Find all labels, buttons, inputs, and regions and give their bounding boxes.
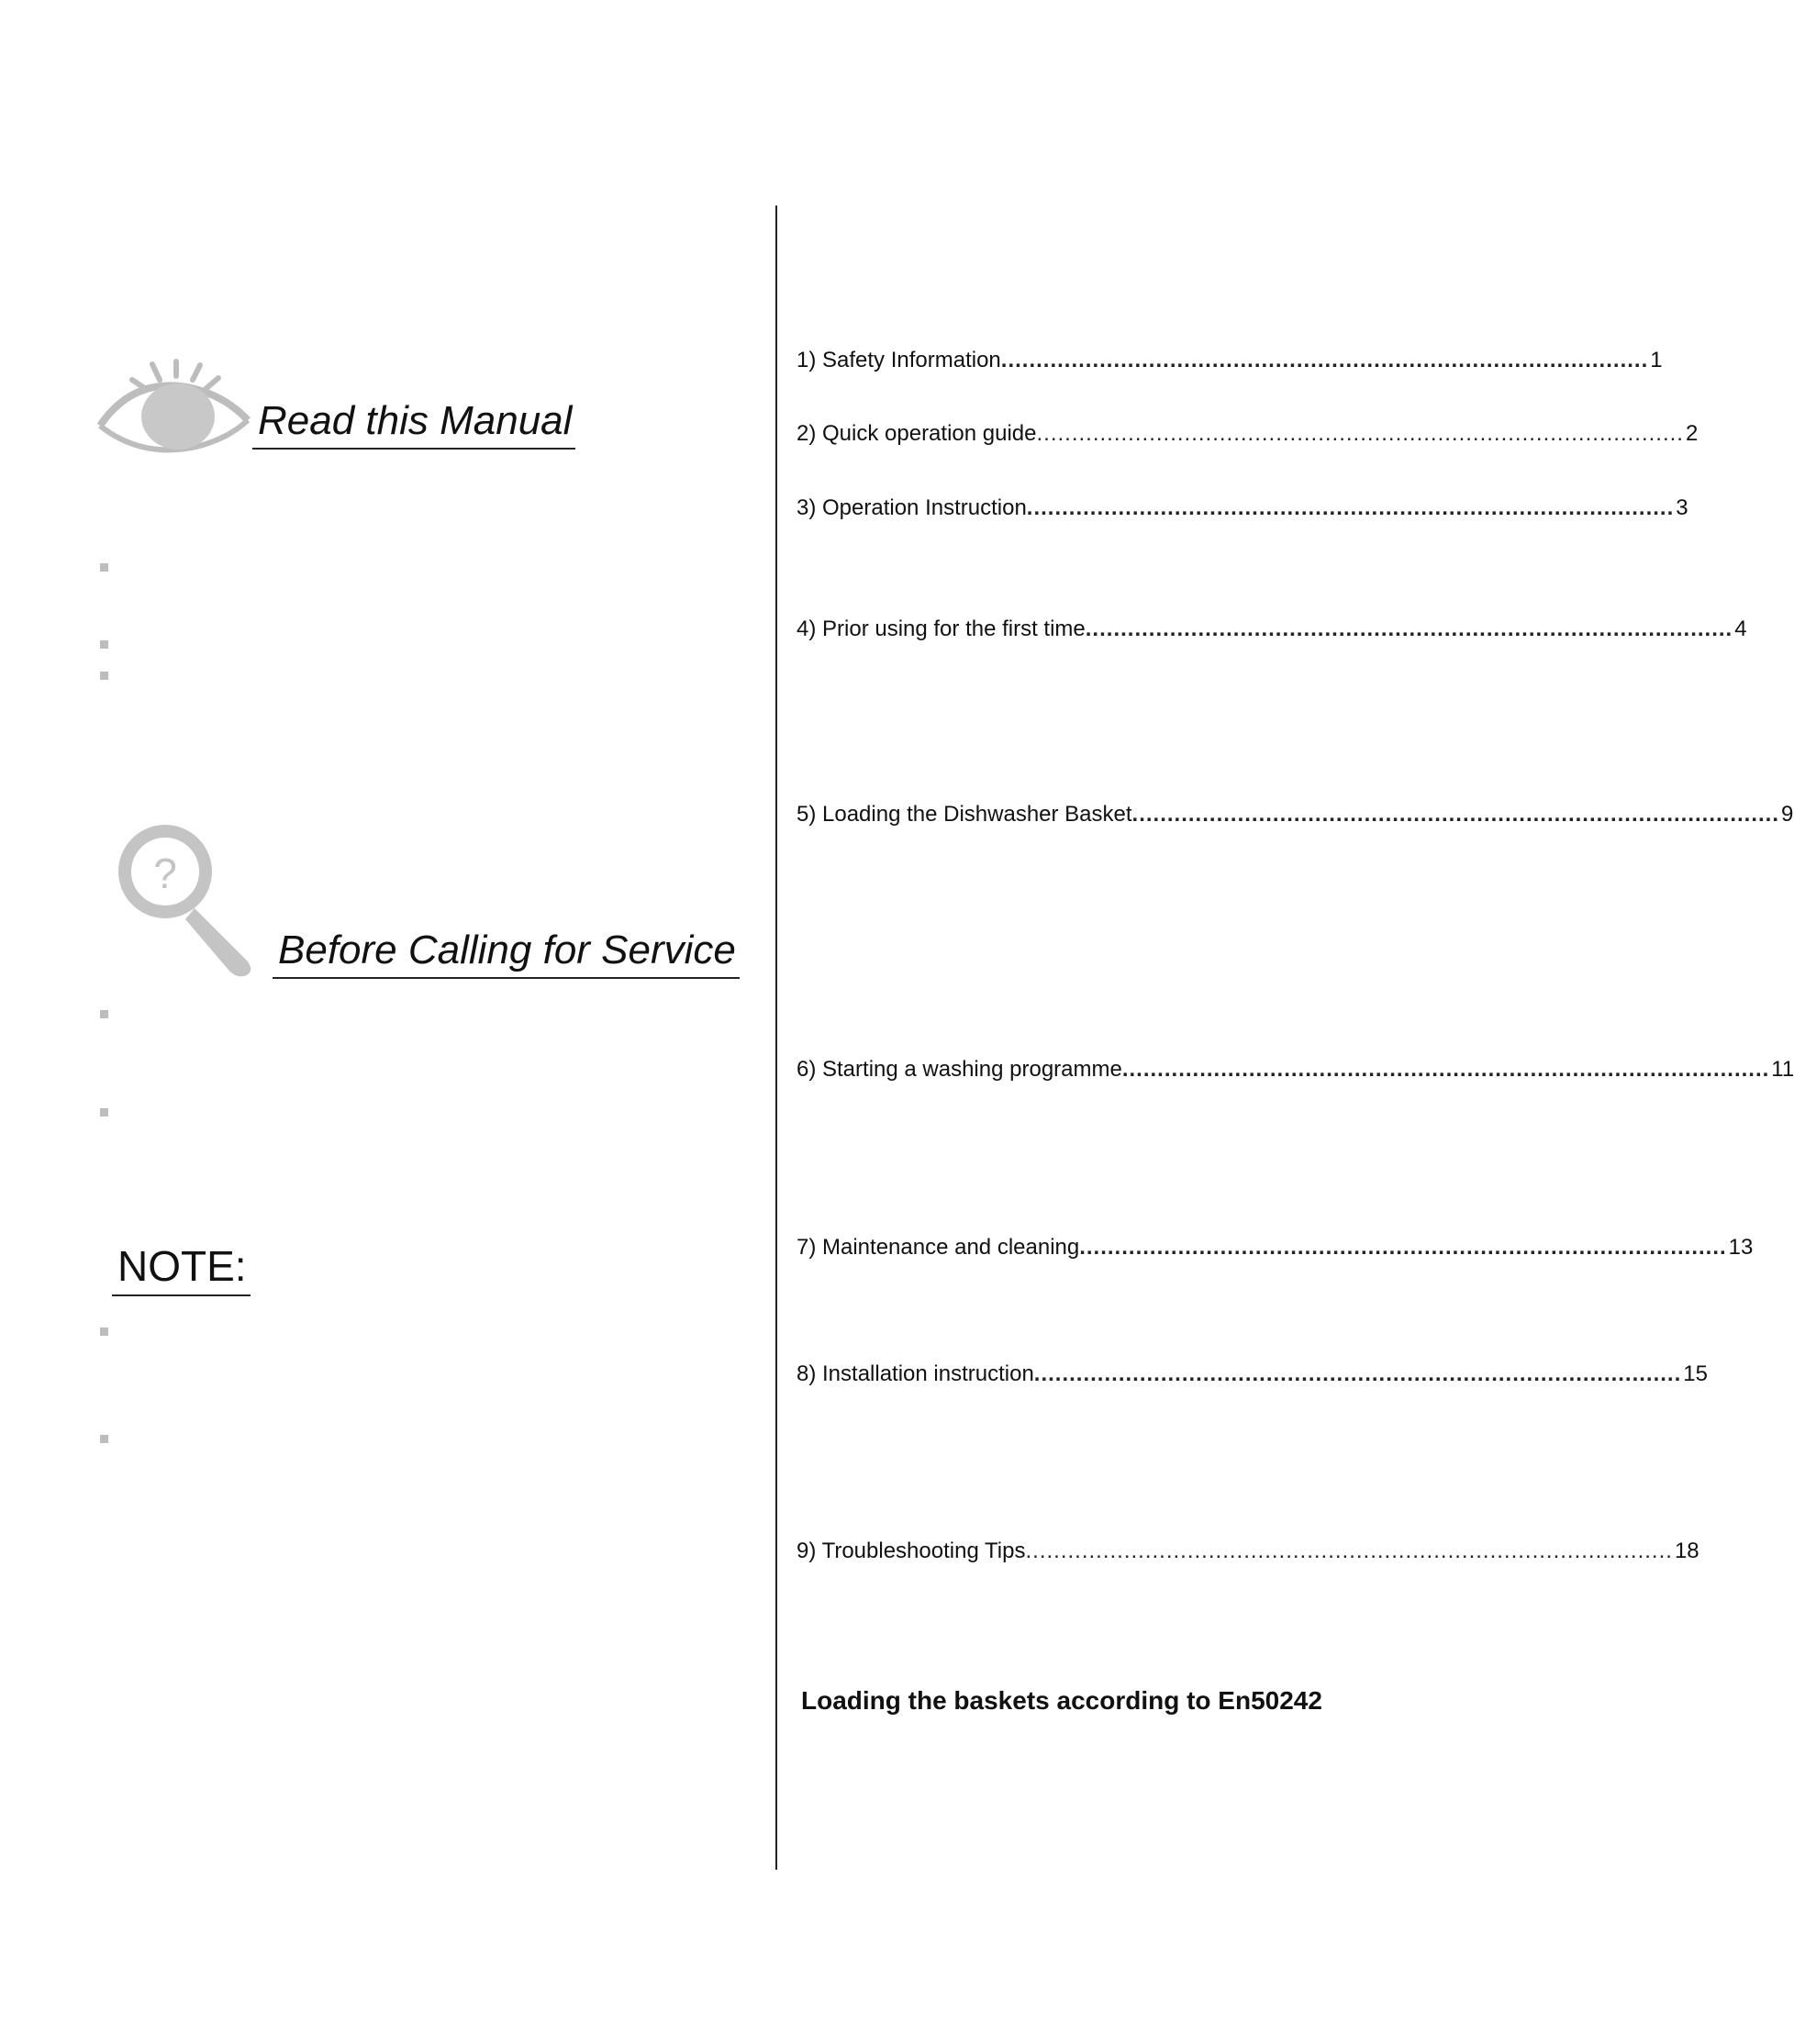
toc-label: 2) Quick operation guide <box>797 421 1037 446</box>
toc-label: 3) Operation Instruction <box>797 495 1027 520</box>
bullet-marker <box>100 1108 108 1116</box>
toc-leader: ............................................................................................ <box>1036 421 1684 446</box>
toc-label: 1) Safety Information <box>797 348 1001 372</box>
toc-leader: ............................................................................................ <box>1085 617 1733 641</box>
magnifier-question-icon <box>117 824 264 980</box>
service-heading <box>278 928 736 973</box>
toc-leader: ............................................................................................ <box>1033 1361 1682 1386</box>
note-heading <box>117 1241 247 1291</box>
note-heading-text: NOTE: <box>117 1242 247 1290</box>
toc-item-quick-guide[interactable] <box>797 421 1699 452</box>
bullet-marker <box>100 1435 108 1443</box>
bullet-marker <box>100 563 108 572</box>
toc-page: 11 <box>1771 1057 1794 1082</box>
toc-label: 6) Starting a washing programme <box>797 1057 1122 1082</box>
toc-label: 5) Loading the Dishwasher Basket <box>797 802 1132 827</box>
toc-page: 4 <box>1734 617 1747 641</box>
service-heading-text: Before Calling for Service <box>278 928 736 972</box>
toc-leader: ............................................................................................ <box>1025 1539 1673 1563</box>
bullet-marker <box>100 640 108 649</box>
heading-underline <box>252 448 575 450</box>
toc-leader: ............................................................................................ <box>1131 802 1779 827</box>
toc-item-operation[interactable] <box>797 495 1688 527</box>
toc-item-installation[interactable] <box>797 1361 1708 1393</box>
toc-item-loading-basket[interactable] <box>797 802 1794 833</box>
read-manual-heading <box>258 398 572 444</box>
toc-page: 15 <box>1683 1361 1708 1386</box>
toc-label: 7) Maintenance and cleaning <box>797 1235 1080 1260</box>
read-manual-heading-text: Read this Manual <box>258 398 573 443</box>
toc-item-first-use[interactable] <box>797 617 1747 648</box>
toc-page: 1 <box>1650 348 1663 372</box>
toc-page: 2 <box>1685 421 1699 446</box>
bullet-marker <box>100 672 108 680</box>
toc-leader: ............................................................................................ <box>1079 1235 1727 1260</box>
bullet-marker <box>100 1010 108 1018</box>
heading-underline <box>273 977 740 979</box>
column-divider <box>775 206 777 1870</box>
toc-label: 8) Installation instruction <box>797 1361 1034 1386</box>
toc-item-maintenance[interactable] <box>797 1235 1754 1266</box>
bullet-marker <box>100 1327 108 1336</box>
heading-underline <box>112 1294 251 1296</box>
toc-item-washing-programme[interactable] <box>797 1057 1794 1088</box>
toc-label: 9) Troubleshooting Tips <box>797 1539 1026 1563</box>
toc-leader: ............................................................................................ <box>1121 1057 1770 1082</box>
toc-page: 13 <box>1728 1235 1754 1260</box>
toc-page: 9 <box>1781 802 1794 827</box>
eye-icon <box>95 360 251 461</box>
toc-leader: ............................................................................................ <box>1026 495 1675 520</box>
toc-page: 18 <box>1674 1539 1699 1563</box>
svg-text:?: ? <box>153 850 177 897</box>
toc-item-safety[interactable] <box>797 348 1663 379</box>
toc-page: 3 <box>1676 495 1688 520</box>
toc-leader: ............................................................................................ <box>1000 348 1649 372</box>
loading-baskets-note: Loading the baskets according to En50242 <box>801 1686 1322 1715</box>
toc-item-troubleshooting[interactable] <box>797 1539 1699 1570</box>
toc-label: 4) Prior using for the first time <box>797 617 1086 641</box>
